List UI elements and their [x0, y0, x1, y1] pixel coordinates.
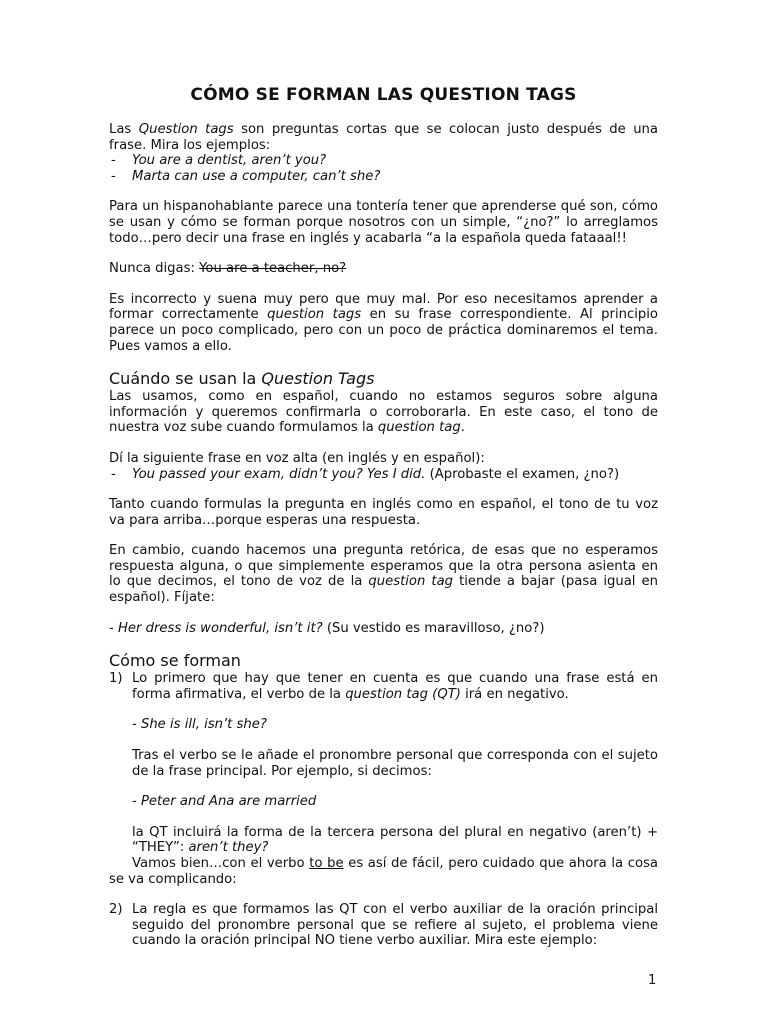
paragraph-usamos: Las usamos, como en español, cuando no estamos seguros sobre alguna información y queremos confirmarla o corroborarla. En este caso, el tono de nuestra voz sube cuando formulamos la question tag.	[109, 389, 658, 436]
list-item: - You are a dentist, aren’t you?	[109, 153, 658, 169]
example-list	[109, 153, 658, 184]
example-married: - Peter and Ana are married	[132, 794, 317, 810]
paragraph-en-cambio: En cambio, cuando hacemos una pregunta retórica, de esas que no esperamos respuesta alguna, o que simplemente esperamos que la otra persona asienta en lo que decimos, el tono de voz de la question tag tiende a bajar (pasa igual en español). Fíjate:	[109, 543, 658, 606]
intro-paragraph: Las Question tags son preguntas cortas que se colocan justo después de una frase. Mira los ejemplos:	[109, 122, 658, 153]
paragraph-hispanohablante: Para un hispanohablante parece una tontería tener que aprenderse qué son, cómo se usan y cómo se forman porque nosotros con un simple, “¿no?” lo arreglamos todo…pero decir una frase en inglés y acabarla “a la española queda fataaal!!	[109, 199, 658, 246]
item-number: 2)	[109, 902, 123, 918]
paragraph-incorrecto: Es incorrecto y suena muy pero que muy mal. Por eso necesitamos aprender a formar correctamente question tags en su frase correspondiente. Al principio parece un poco complicado, pero con un poco de práctica dominaremos el tema. Pues vamos a ello.	[109, 291, 658, 354]
list-item: - Marta can use a computer, can’t she?	[109, 169, 658, 185]
paragraph-tanto: Tanto cuando formulas la pregunta en inglés como en español, el tono de tu voz va para arriba…porque esperas una respuesta.	[109, 497, 658, 528]
paragraph-di: Dí la siguiente frase en voz alta (en inglés y en español):	[109, 450, 485, 466]
example-dress: - Her dress is wonderful, isn’t it? (Su vestido es maravilloso, ¿no?)	[109, 620, 545, 636]
numbered-item-2: 2) La regla es que formamos las QT con el verbo auxiliar de la oración principal seguido del pronombre personal que se refiere al sujeto, el problema viene cuando la oración principal NO tiene verbo auxiliar. Mira este ejemplo:	[109, 902, 658, 949]
list-item: - You passed your exam, didn’t you? Yes I did. (Aprobaste el examen, ¿no?)	[109, 467, 658, 483]
example-ill: - She is ill, isn’t she?	[132, 717, 267, 733]
numbered-item-1: 1) Lo primero que hay que tener en cuenta es que cuando una frase está en forma afirmativa, el verbo de la question tag (QT) irá en negativo.	[109, 671, 658, 702]
page-content	[109, 84, 658, 964]
example-list	[109, 467, 658, 483]
paragraph-qt-incluira: la QT incluirá la forma de la tercera persona del plural en negativo (aren’t) + “THEY”: aren’t they?	[132, 824, 658, 856]
page-number: 1	[648, 973, 657, 988]
paragraph-nunca-digas: Nunca digas: You are a teacher, no?	[109, 261, 347, 277]
item-number: 1)	[109, 671, 123, 687]
page-title: CÓMO SE FORMAN LAS QUESTION TAGS	[190, 85, 577, 105]
section-heading-como: Cómo se forman	[109, 651, 241, 671]
section-heading-cuando: Cuándo se usan la Question Tags	[109, 369, 375, 389]
paragraph-tras-verbo: Tras el verbo se le añade el pronombre personal que corresponda con el sujeto de la frase principal. Por ejemplo, si decimos:	[132, 748, 658, 779]
paragraph-vamos-bien: Vamos bien…con el verbo to be es así de fácil, pero cuidado que ahora la cosa se va complicando:	[109, 856, 659, 887]
